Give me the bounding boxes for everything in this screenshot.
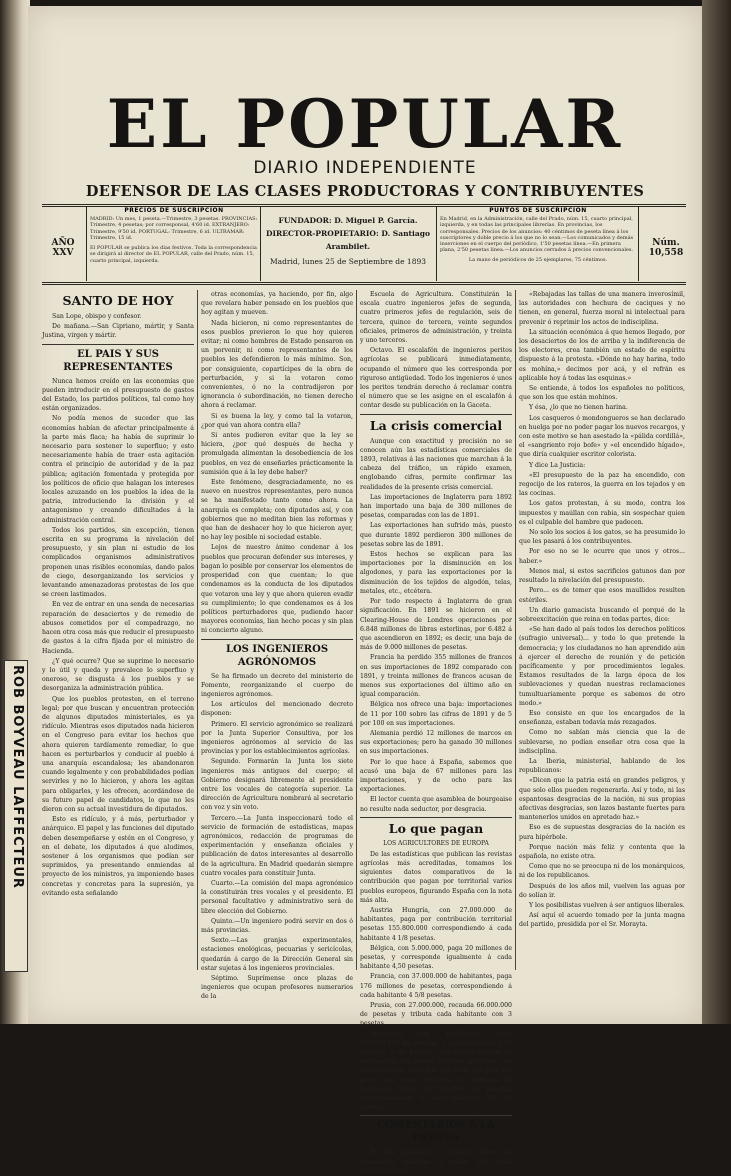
section-headline: LOS INGENIEROS AGRÓNOMOS [225,643,329,668]
article-paragraph: Todos los partidos, sin excepción, tienen escrita en su programa la nivelación del presupuesto, y sin plan ni estudio de los complicados organismos administrativos proponen unas risibles economías, dando palos de ciego, desorganizando los servicios y levantando amenazadoras protestas de los que se creen lastimados. [42,526,194,599]
article-paragraph: Los gatos protestan, á su modo, contra los impuestos y maúllan con rabia, sin sospechar quien es el culpable del hambre que padecen. [519,500,685,526]
section-rule [42,344,194,345]
issue-year: AÑO XXV [51,238,75,258]
newspaper-page [28,6,702,1175]
section-rule [360,1115,512,1116]
issue-date: Madrid, lunes 25 de Septiembre de 1893 [269,257,427,266]
column-divider [356,290,357,970]
binding-advert-strip [4,660,28,972]
article-paragraph: De las estadísticas que publican las revistas agrícolas más acreditadas, tomamos los siguientes datos comparativos de la contribución que pagan por territorial varios pueblos europeos, figurando España con la nota más alta. [360,850,512,904]
article-paragraph: Como no sabían más ciencia que la de sublevarse, no podían enseñar otra cosa que la indisciplina. [519,729,685,755]
article-paragraph: Por eso no se le ocurre que unos y otros... haber.» [519,548,685,565]
article-paragraph: De mañana.—San Cipriano, mártir, y Santa Justina, virgen y mártir. [42,323,194,340]
masthead-tagline: DEFENSOR DE LAS CLASES PRODUCTORAS Y CONTRIBUYENTES [85,183,645,200]
article-paragraph: Escuela de Agricultura. Constituirán la escala cuatro ingenieros jefes de segunda, cuatro primeros jefes de regulación, seis de tercera, quince de tercera, veinte segundos oficiales, primeros de administración, y treinta y uno terceros. [360,291,512,345]
article-paragraph: Segundo. Formarán la Junta los siete ingenieros más antiguos del cuerpo; el Gobierno designará libremente al presidente entre los vocales de categoría superior. La dirección de Agricultura nombrará al secretario con voz y sin voto. [201,758,353,812]
section-rule [201,639,353,640]
article-paragraph: Quinto.—Un ingeniero podrá servir en dos ó más provincias. [201,917,353,934]
article-paragraph: Menos mal, si estos sacrificios gatunos dan por resultado la nivelación del presupuesto. [519,567,685,585]
article-paragraph: Por lo que hace á España, sabemos que acusó una baja de 67 millones para las importaciones, y de ocho para las exportaciones. [360,758,512,794]
article-paragraph: Y los posibilistas vuelven á ser antiguos liberales. [529,902,685,909]
subscription-prices-box [90,207,258,281]
article-paragraph: Nada hicieron, ni como representantes de esos pueblos previeron lo que hoy quieren evitar; ni como hombres de Estado pensaron en un porvenir, ni como representantes de los pueblos les defendieron lo más mínimo. Son, por consiguiente, copartícipes de la obra de perturbación, y si la votaron como convenientes, ó no la contradijeron por ignorancia ó subordinación, no tienen derecho ahora á reclamar. [201,319,353,410]
header-divider [638,207,639,281]
article-paragraph: «Se han dado al país todos los derechos políticos (sufragio universal)... y todo lo que pretende la democracia; y los ciudadanos no han aprendido aún á ejercer el derecho de reunión y de petición pacíficamente y por procedimientos legales. Estamos resultados de la larga época de los sublevaciones y quedan nuestras reclamaciones tumultuariamente porque es sabemos de otro modo.» [519,626,685,707]
sale-note: La mano de periódicos de 25 ejemplares, 75 céntimos. [468,256,608,263]
article-paragraph: Las importaciones de Inglaterra para 1892 han importado una baja de 300 millones de pesetas, comparadas con las de 1891. [360,493,512,520]
article-paragraph: ¿Y qué ocurre? Que se suprime lo necesario y lo útil y queda y prevalece lo superfluo y oneroso, se disgusta á los pueblos y se desorganiza la administración pública. [42,657,194,693]
article-paragraph: Esto es ridículo, y á más, perturbador y anárquico. El papel y las funciones del diputado deben desempeñarse y estén en el Congreso, y en el debate, los diputados á que aludimos, sostener á los organismos que podían ser suprimidos, ya presentando enmiendas al proyecto de los ministros, ya imponiendo bases concretas y concretas para la supresión, ya evitando esta señalando [42,816,194,897]
article-paragraph: Si antes pudieron evitar que la ley se hiciera, ¿por qué después de hecha y promulgada alimentan la desobediencia de los pueblos, en vez de enseñarles prácticamente la sumisión que á la ley debe haber? [201,432,353,476]
section-headline: Lo que pagan [388,820,484,836]
article-paragraph: Que los pueblos protesten, en el terreno legal; por que buscan y encuentran protección de algunos diputados ministeriales, es ya ridículo. Mientras esos diputados nada hicieron en el Congreso para evitar los hechos que ahora quieren tardíamente remediar, lo que hacen es perturbarlos y conducir al pueblo á una anarquía escandalosa; les abandonaron cuando legalmente y con probabilidades podían servirles y no lo hicieron, y ahora les agitan para obligarles, y les ofrecen, acordándose de su futuro papel de candidatos, lo que no les dieron con su actual investidura de diputados. [42,695,194,813]
column-divider [515,290,516,970]
article-paragraph: Inglaterra, con 35.000.000, paga 182.000.000 de pesetas, y cada habitante 3.20 pesetas, y en España, con menos medios de producción, con menos recursos agrícolas, con menos dinero, paga más del doble del país que paga más; pues teniendo 16 millones de habitantes paga 167.000.000 de pesetas, correspondiendo á cada habitante 11 5/8 pesetas. [360,1030,512,1112]
prices-text: MADRID: Un mes, 1 peseta.—Trimestre, 3 pesetas. PROVINCIAS: Trimestre, 4 pesetas; por corresponsal, 4'60 id. EXTRANJERO: Trimestre, 9'50 id. PORTUGAL: Trimestre, 6 id. ULTRAMAR: Trimestre, 15 id. [90,216,258,241]
header-divider [260,207,261,281]
article-paragraph: Pero... es de temer que esos maullidos resulten estériles. [519,587,685,604]
article-paragraph: No solo los socios á los gatos, se ha presumido lo que les pasará á los contribuyentes. [519,529,685,546]
article-paragraph: Y ésa, ¿lo que no tienen harina. [529,404,628,412]
header-bottom-rule [42,282,686,285]
article-paragraph: Alemania perdió 12 millones de marcos en sus exportaciones; pero ha ganado 30 millones en sus importaciones. [360,729,512,756]
article-paragraph: En vez de entrar en una senda de necesarias reparación de desaciertos y de remedio de abusos cometidos por el compadrazgo, no hacen otra cosa más que reducir el presupuesto de gastos á la cifra fijada por el ministro de Hacienda. [42,601,194,655]
column-divider [197,290,198,970]
article-paragraph: Se entiende, á todos los españoles no políticos, que son los que están mohinos. [519,385,685,402]
article-paragraph: Séptimo. Suprímense once plazas de ingenieros que ocupan profesores numerarios de la [201,975,353,1001]
article-column-4 [519,290,685,970]
founder-block [262,214,434,253]
article-paragraph: «Rebajadas las tallas de una manera inverosímil, las autoridades con hechura de caciques y no tienen, en general, fuerza moral ni intelectual para prevenir ó reprimir los actos de indisciplina. [519,291,685,326]
section-rule [360,817,512,818]
article-paragraph: Sexto.—Las granjas experimentales, estaciones enológicas, pecuarias y sericícolas, quedarán á cargo de la Dirección General sin estar sujetas á los ingenieros provinciales. [201,937,353,972]
article-paragraph: Aunque con exactitud y precisión no se conocen aún las estadísticas comerciales de 1893, relativas á las naciones que marchan á la cabeza del tráfico, un rápido examen, englobando cifras, permite confirmar las realidades de la presente crisis comercial. [360,437,512,491]
header-divider [86,207,87,281]
founder-line: FUNDADOR: D. Miguel P. García. [278,216,418,225]
sale-title: PUNTOS DE SUSCRIPCION [489,207,587,214]
article-paragraph: Cuarto.—La comisión del mapa agronómico la constituirán tres vocales y el presidente. El personal facultativo y administrativo será de libre elección del Gobierno. [201,879,353,915]
article-paragraph: La situación económica á que hemos llegado, por los desaciertos de los de arriba y la indiferencia de los electores, crea también un estado de espíritu dispuesto á la protesta. «Dónde no hay harina, todo es mohína,» decimos por acá, y el refrán es aplicable hoy á todas las esquinas.» [519,328,685,382]
section-headline: La crisis comercial [369,417,503,433]
article-paragraph: Por todo respecto á Inglaterra de gran significación. En 1891 se hicieron en el Clearing-House de Londres operaciones por 6.848 millones de libras esterlinas, por 6.482 á que ascendieron en 1892; es decir, una baja de más de 9.000 millones de pesetas. [360,598,512,652]
subscription-points-box [440,207,636,281]
article-paragraph: Si es buena la ley, y como tal la votaron, ¿por qué van ahora contra ella? [201,412,353,429]
section-subheadline: LOS AGRICULTORES DE EUROPA [383,839,489,847]
article-column-2 [201,290,353,1001]
prices-note: El POPULAR se publica los días festivos. Toda la correspondencia se dirigirá al director de EL POPULAR, calle del Prado, núm. 15, cuarto principal, izquierda. [90,245,257,264]
binding-advert-label: ROB BOYVEAU LAFFECTEUR [10,665,25,889]
director-line: DIRECTOR-PROPIETARIO: D. Santiago Arambilet. [266,229,430,251]
masthead-subtitle: DIARIO INDEPENDIENTE [253,158,477,178]
article-paragraph: «Dicen que la patria está en grandes peligros, y que solo ellos pueden regenerarla. Así y todo, ni las espantosas desgracias de la nación, ni sus propias afectivas desgracias, son lazos bastante fuertes para mantenerlos unidos en apretado haz.» [519,777,685,822]
article-paragraph: Tercero.—La Junta inspeccionará todo el servicio de formación de estadísticas, mapas agronómicos, redacción de programas de experimentación y enseñanza oficiales y publicación de datos interesantes al desarrollo de la agricultura. En Madrid quedarán siempre cuatro vocales para constituir Junta. [201,814,353,877]
article-paragraph: Este fenómeno, desgraciadamente, no es nuevo en nuestros representantes, pero nunca se ha manifestado tanto como ahora. La anarquía es completa; con diputados así, y con gobiernos que no meditan bien las reformas y que han de deshacer hoy lo que hicieron ayer, no hay ley posible ni sociedad estable. [201,479,353,542]
section-headline: EL PAIS Y SUS REPRESENTANTES [63,348,173,373]
article-paragraph: Austria Hungría, con 27.000.000 de habitantes, paga por contribución territorial pesetas 155.800.000 correspondiendo á cada habitante 4 1/8 pesetas. [360,906,512,942]
section-rule [360,414,512,415]
sale-text: En Madrid, en la Administración, calle del Prado, núm. 15, cuarto principal, izquierda, y en todas las principales librerías. En provincias, los corresponsales. Precios de los anuncios: 40 céntimos de peseta línea á los suscriptores y doble precio á los que no lo sean.—Los comunicados y demás inserciones en el cuerpo del periódico, 1'50 pesetas línea.—En primera plana, 2'50 pesetas línea.—Los anuncios cerrados á precios convencionales. [440,216,634,254]
article-paragraph: Primero. El servicio agronómico se realizará por la Junta Superior Consultiva, por los ingenieros agrónomos al servicio de las provincias y por los establecimientos agrícolas. [201,720,353,756]
article-column-3 [360,290,512,1175]
article-paragraph: Como que no se preocupa ni de los monárquicos, ni de los republicanos. [519,863,685,880]
article-paragraph: Eso es de supuestas desgracias de la nación es pura hipérbole. [519,824,685,841]
article-paragraph: El Dia pasando el rasero sobre las eminencias políticas y sobre los vicios administrativos: [360,1149,512,1175]
article-paragraph: «El presupuesto de la paz ha encendido, con regocijo de los rateros, la guerra en los tejados y en las cocinas. [519,471,685,498]
article-paragraph: El lector cuenta que asamblea de bourgeaise no resulte nada seductor, por desgracia. [360,796,512,813]
article-paragraph: Octavo. El escalafón de ingenieros peritos agrícolas se publicará inmediatamente, ocupando el número que les corresponda por riguroso antigüedad. Todo los ingenieros é unos los peritos tendrán derecho á reclamar contra el número que se les asigne en el escalafón á contar desde su publicación en la Gaceta. [360,347,512,410]
article-paragraph: Después de los años mil, vuelven las aguas por do solían ir. [519,882,685,899]
article-paragraph: Los artículos del mencionado decreto disponen: [201,701,353,718]
article-paragraph: No podía menos de suceder que las economías habían de afectar principalmente á la parte más flaca; ha había de suprimir lo necesario para sostener lo superfluo; y esto necesariamente había de traer esta agitación contra el principio de autoridad y de la paz pública; agitación fomentada y protegida por los políticos de oficio que halagan los intereses locales azuzando en los pueblos la idea de la patria, introduciendo la división y el antagonismo y creando dificultades á la administración central. [42,415,194,524]
article-paragraph: Los casqueros ó mondongueros se han declarado en huelga por no poder pagar los nuevos recargos, y con este motivo se han asestado la «pálida cordillá», el «sangriento rojo bofe» y «el encendido hígado», que diría cualquier escritor colorista. [519,414,685,459]
article-paragraph: otras economías, ya haciendo, por fin, algo que revelara haber pensado en los pueblos que hoy agitan y mueven. [201,291,353,317]
right-page-edge [702,0,731,1024]
article-paragraph: Las exportaciones han sufrido más, puesto que durante 1892 perdieron 300 millones de pesetas sobre las de 1891. [360,522,512,548]
article-paragraph: Bélgica, con 5.000.000, paga 20 millones de pesetas, y corresponde igualmente á cada habitante 4,50 pesetas. [360,944,512,971]
masthead-title: EL POPULAR [106,85,624,163]
article-paragraph: Se ha firmado un decreto del ministerio de Fomento, reorganizando el cuerpo de ingenieros agrónomos. [201,672,353,698]
article-paragraph: Porque nación más feliz y contenta que la española, no existe otra. [519,843,685,860]
prices-title: PRECIOS DE SUSCRIPCION [124,207,224,214]
article-paragraph: San Lope, obispo y confesor. [52,313,142,320]
article-paragraph: Así aquí el acuerdo tomado por la junta magna del partido, presidida por el Sr. Morayta. [519,912,685,929]
article-paragraph: Eso consiste en que los encargados de la enseñanza, estaban todavía más rezagados. [519,709,685,727]
section-headline: COMENTARIOS Á LA PRENSA [377,1120,495,1145]
article-paragraph: Francia, con 37.000.000 de habitantes, paga 176 millones de pesetas, correspondiendo á cada habitante 4 5/8 pesetas. [360,973,512,999]
article-paragraph: Francia ha perdido 355 millones de francos en sus importaciones de 1892 comparado con 1891, y treinta millones de francos acusan de menos sus exportaciones del último año en igual comparación. [360,654,512,699]
article-paragraph: Lejos de nuestro ánimo condenar á los pueblos que procuran defender sus intereses, y bagan lo posible por conservar los elementos de prosperidad con que cuentan; lo que condenamos es la conducta de los diputados que votaron una ley y que ahora quieren evadir su cumplimiento; lo que condenamos es á los políticos perturbadores que, pudiendo hacer mayores economías, lian hecho pocas y sin plan ni concierto alguno. [201,544,353,635]
article-paragraph: Estos hechos se explican para las importaciones por la disminución en los algodones, y para las exportaciones por la disminución de los tejidos de algodón, telas, metales, etc., etcétera. [360,551,512,595]
section-headline: SANTO DE HOY [62,293,174,308]
article-paragraph: Y dice La Justicia: [529,461,586,469]
header-divider [436,207,437,281]
article-paragraph: Nunca hemos creído en las economías que pueden introducir en el presupuesto de gastos del Estado, los partidos políticos, tal como hoy están organizados. [42,377,194,413]
article-paragraph: Prusia, con 27.000.000, recauda 66.000.000 de pesetas y tributa cada habitante con 3 pesetas. [360,1002,512,1028]
article-paragraph: Bélgica nos ofrece una baja: importaciones de 11 por 100 sobre las cifras de 1891 y de 5 por 100 en sus importaciones. [360,701,512,727]
article-paragraph: La Iberia, ministerial, hablando de los republicanos: [519,757,685,775]
article-paragraph: Un diario gamacista buscando el porqué de la sobreexcitación que reina en todas partes, dice: [519,606,685,623]
article-column-1 [42,290,194,970]
issue-number: Núm. 10,558 [648,238,684,258]
